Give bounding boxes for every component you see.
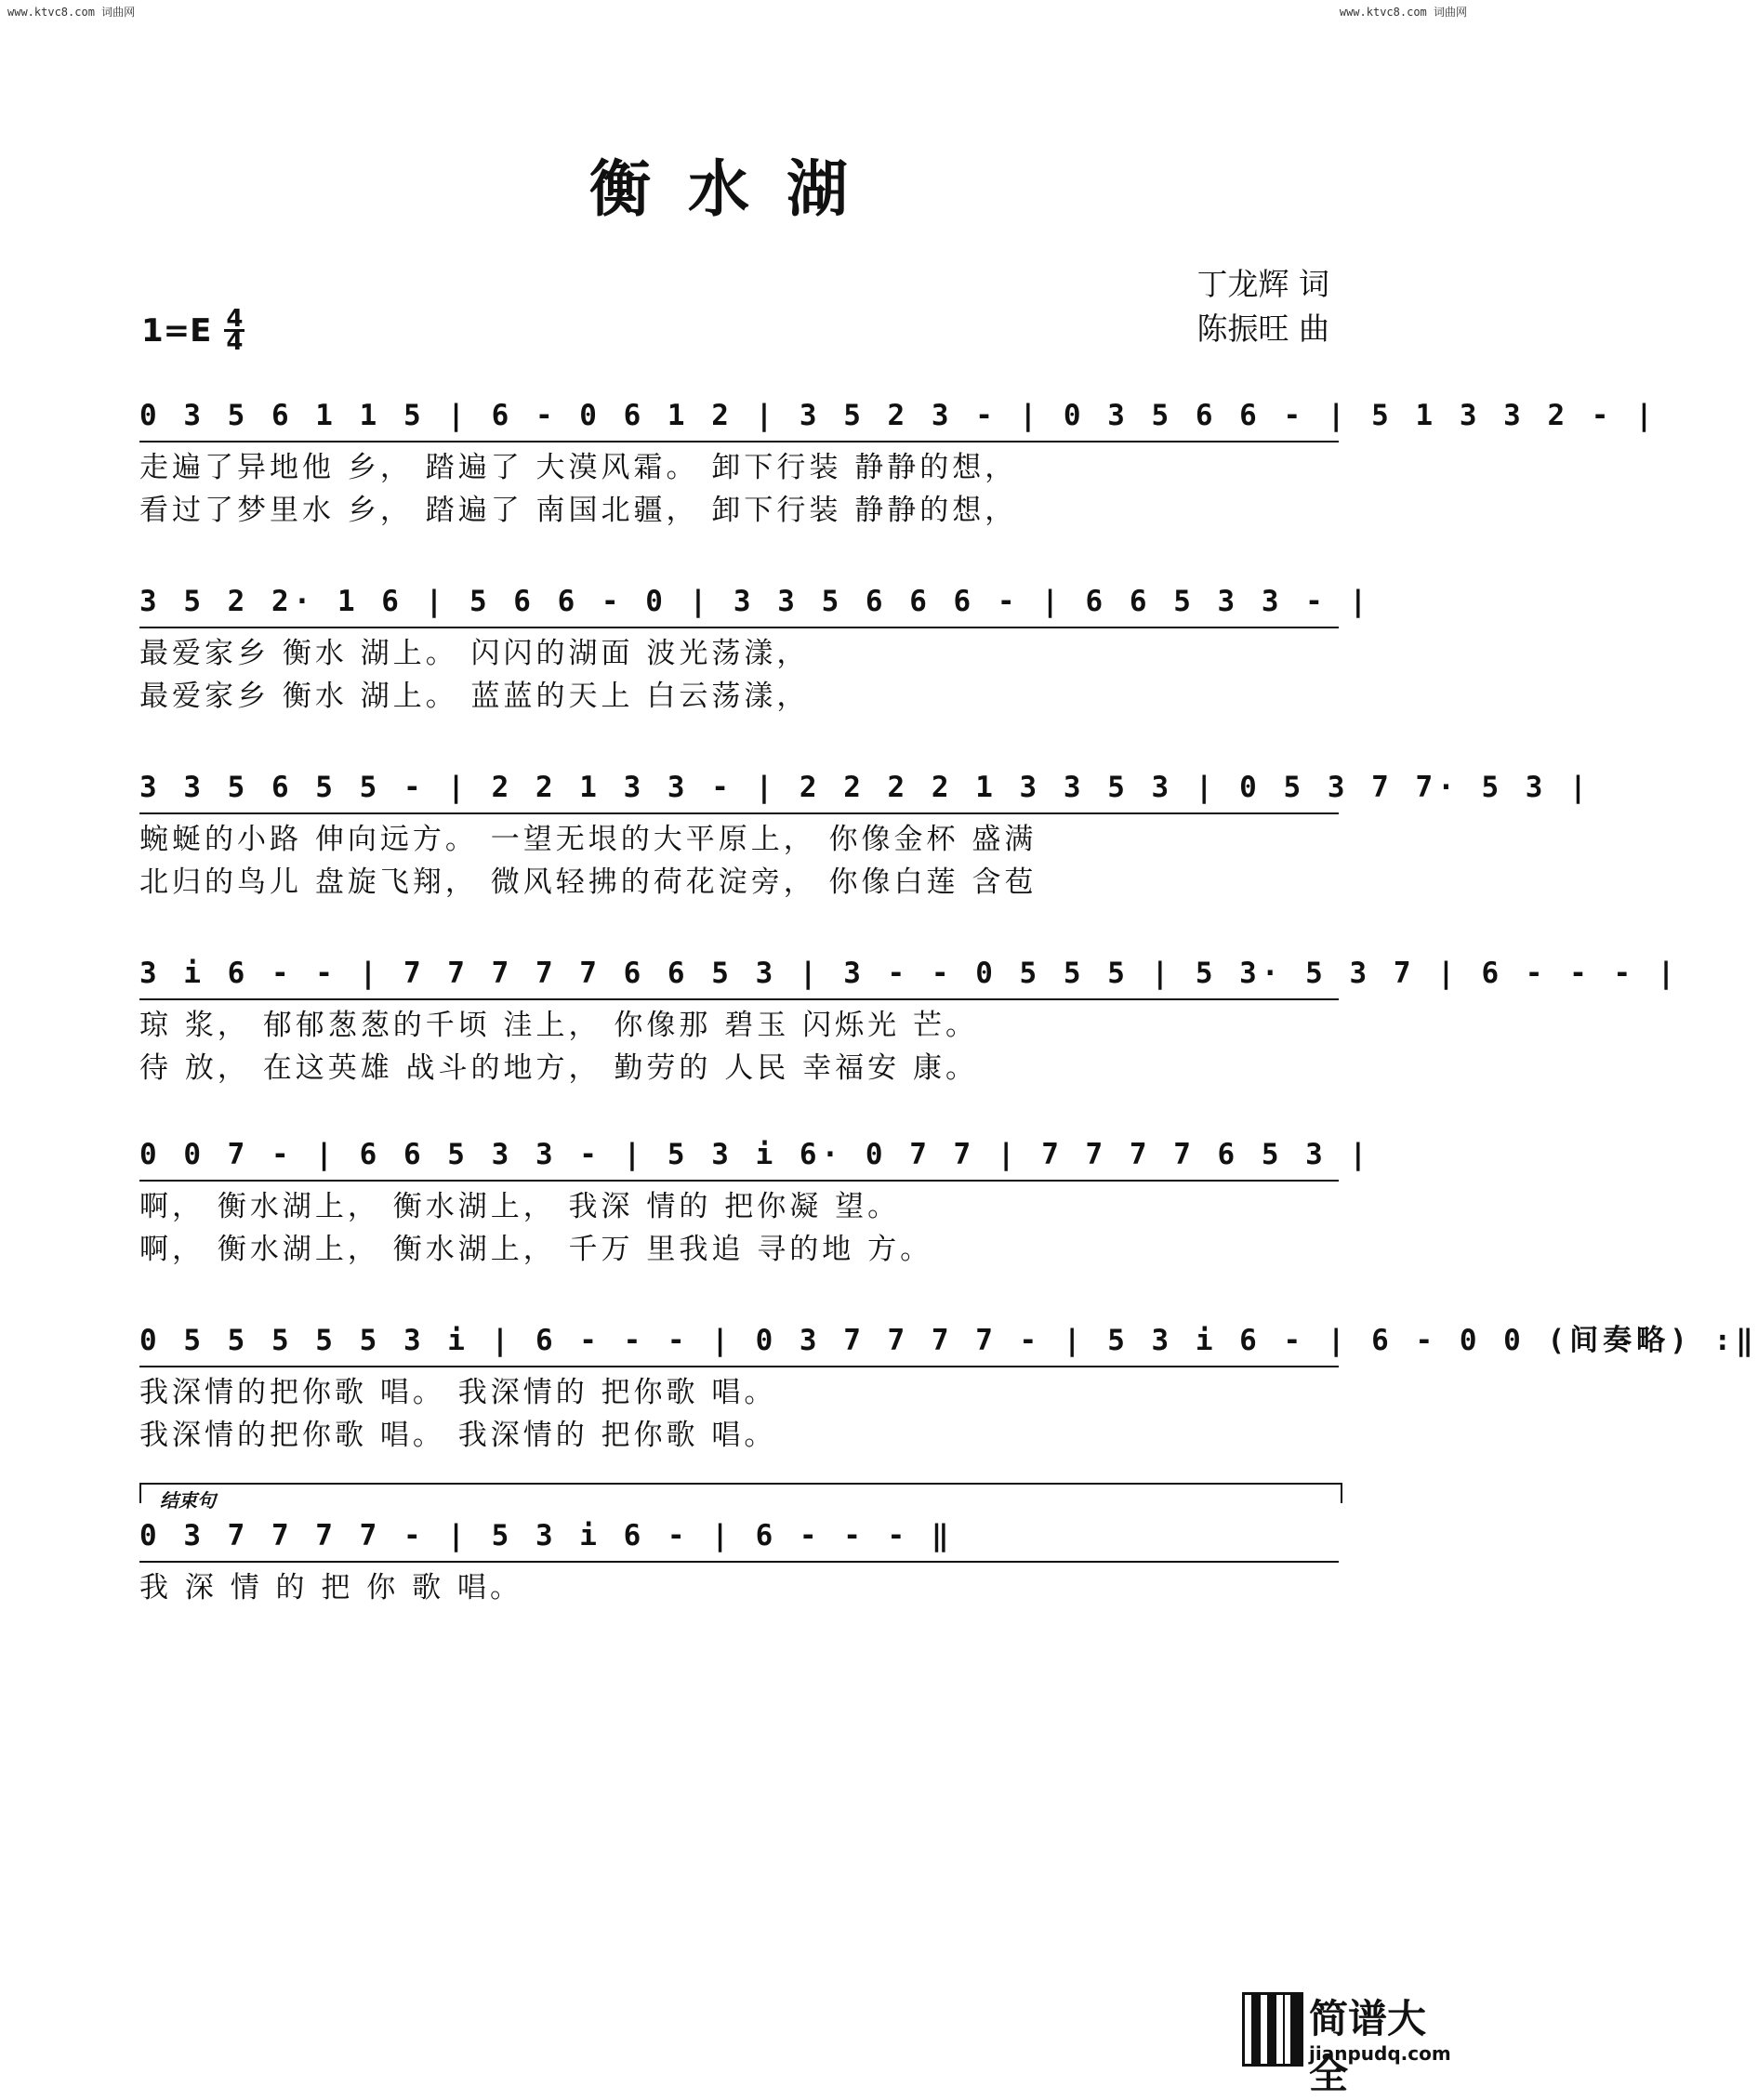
- lyric-verse-1: 最爱家乡 衡水 湖上。 闪闪的湖面 波光荡漾，: [139, 637, 810, 670]
- notes-line: 0 3 7 7 7 7 - | 5 3 i 6 - | 6 - - - ‖: [139, 1511, 1339, 1563]
- credits: [1197, 262, 1330, 351]
- notes-line: 0 0 7 - | 6 6 5 3 3 - | 5 3 i 6· 0 7 7 | 7 7 7 7 6 5 3 |: [139, 1129, 1339, 1182]
- lyric-verse-2: 看过了梦里水 乡， 踏遍了 南国北疆， 卸下行装 静静的想，: [139, 494, 1018, 527]
- lyric-verse-1: 我深情的把你歌 唱。 我深情的 把你歌 唱。: [139, 1376, 777, 1409]
- piano-icon: [1242, 1992, 1303, 2067]
- lyric-ending: 我 深 情 的 把 你 歌 唱。: [139, 1571, 522, 1605]
- score-system-5: [139, 1129, 1372, 1271]
- notes-line: 3 i 6 - - | 7 7 7 7 7 6 6 5 3 | 3 - - 0 5 5 5 | 5 3· 5 3 7 | 6 - - - |: [139, 948, 1339, 1000]
- time-bottom: 4: [226, 328, 244, 356]
- lyric-verse-2: 北归的鸟儿 盘旋飞翔， 微风轻拂的荷花淀旁， 你像白莲 含苞: [139, 865, 1038, 899]
- lyric-verse-1: 蜿蜒的小路 伸向远方。 一望无垠的大平原上， 你像金杯 盛满: [139, 823, 1038, 856]
- notes-line: 3 5 2 2· 1 6 | 5 6 6 - 0 | 3 3 5 6 6 6 - | 6 6 5 3 3 - |: [139, 576, 1339, 628]
- page-title: 衡水湖: [589, 152, 885, 225]
- lyric-verse-2: 最爱家乡 衡水 湖上。 蓝蓝的天上 白云荡漾，: [139, 680, 810, 713]
- ending-label: 结束句: [160, 1489, 216, 1512]
- notes-line: 0 3 5 6 1 1 5 | 6 - 0 6 1 2 | 3 5 2 3 - | 0 3 5 6 6 - | 5 1 3 3 2 - |: [139, 390, 1339, 442]
- score-system-ending: [139, 1511, 1339, 1609]
- site-logo: [1242, 1987, 1454, 2097]
- score-system-6: [139, 1315, 1758, 1457]
- score-system-4: [139, 948, 1680, 1090]
- score-system-1: [139, 390, 1658, 532]
- lyric-verse-1: 走遍了异地他 乡， 踏遍了 大漠风霜。 卸下行装 静静的想，: [139, 451, 1018, 484]
- logo-text: 简谱大全: [1309, 1996, 1427, 2097]
- score-system-2: [139, 576, 1372, 718]
- score-system-3: [139, 762, 1592, 904]
- lyric-verse-2: 啊， 衡水湖上， 衡水湖上， 千万 里我追 寻的地 方。: [139, 1233, 933, 1266]
- lyric-verse-2: 待 放， 在这英雄 战斗的地方， 勤劳的 人民 幸福安 康。: [139, 1051, 978, 1085]
- lyric-verse-1: 琼 浆， 郁郁葱葱的千顷 洼上， 你像那 碧玉 闪烁光 芒。: [139, 1009, 978, 1042]
- time-top: 4: [226, 305, 244, 333]
- watermark-left: www.ktvc8.com 词曲网: [7, 6, 136, 19]
- notes-line: 0 5 5 5 5 5 3 i | 6 - - - | 0 3 7 7 7 7 - | 5 3 i 6 - | 6 - 0 0 (间奏略) :‖: [139, 1315, 1339, 1367]
- composer: 陈振旺 曲: [1196, 310, 1329, 347]
- lyricist: 丁龙辉 词: [1196, 266, 1329, 302]
- key-text: 1=E: [141, 311, 212, 350]
- ending-bracket: [139, 1483, 1342, 1503]
- logo-url: jianpudq.com: [1309, 2042, 1451, 2065]
- lyric-verse-1: 啊， 衡水湖上， 衡水湖上， 我深 情的 把你凝 望。: [139, 1190, 901, 1223]
- key-signature: [141, 305, 245, 356]
- time-signature: [224, 305, 245, 356]
- lyric-verse-2: 我深情的把你歌 唱。 我深情的 把你歌 唱。: [139, 1419, 777, 1452]
- notes-line: 3 3 5 6 5 5 - | 2 2 1 3 3 - | 2 2 2 2 1 3 3 5 3 | 0 5 3 7 7· 5 3 |: [139, 762, 1339, 814]
- watermark-right: www.ktvc8.com 词曲网: [1339, 6, 1467, 19]
